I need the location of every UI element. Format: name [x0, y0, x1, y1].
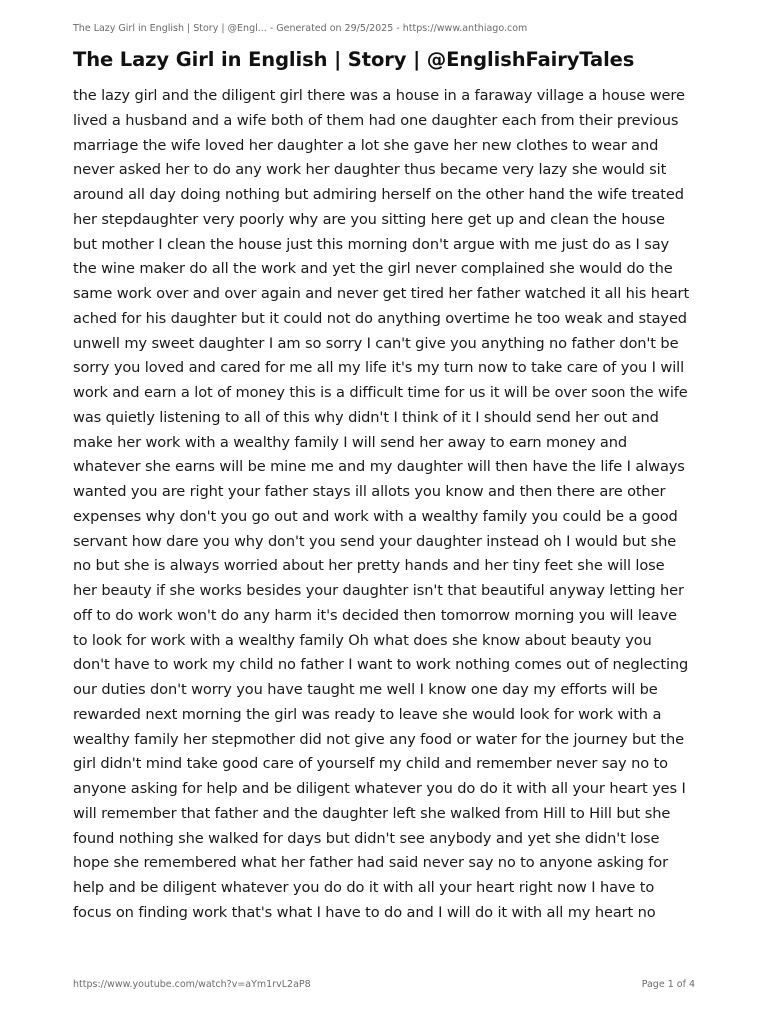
body-line: girl didn't mind take good care of yourself my child and remember never say no to [73, 755, 668, 773]
body-line: work and earn a lot of money this is a difficult time for us it will be over soon the wife [73, 384, 688, 401]
footer-url[interactable]: https://www.youtube.com/watch?v=aYm1rvL2aP8 [73, 979, 311, 990]
body-line: make her work with a wealthy family I will send her away to earn money and [73, 433, 627, 451]
body-line: lived a husband and a wife both of them had one daughter each from their previous [73, 111, 679, 129]
body-line: her stepdaughter very poorly why are you sitting here get up and clean the house [73, 210, 665, 228]
body-line: around all day doing nothing but admiring herself on the other hand the wife treated [73, 186, 684, 203]
body-line: same work over and over again and never get tired her father watched it all his heart [73, 285, 690, 302]
body-line: wealthy family her stepmother did not give any food or water for the journey but the [73, 730, 685, 748]
body-line: sorry you loved and cared for me all my life it's my turn now to take care of you I will [73, 359, 684, 377]
body-line: wanted you are right your father stays ill allots you know and then there are other [73, 483, 666, 500]
body-line: but mother I clean the house just this morning don't argue with me just do as I say [73, 235, 670, 253]
body-line: the lazy girl and the diligent girl there was a house in a faraway village a house were [73, 87, 685, 104]
body-line: was quietly listening to all of this why didn't I think of it I should send her out and [73, 408, 659, 426]
body-line: never asked her to do any work her daughter thus became very lazy she would sit [73, 161, 667, 179]
body-line: marriage the wife loved her daughter a lot she gave her new clothes to wear and [73, 136, 659, 154]
body-line: whatever she earns will be mine me and my daughter will then have the life I always [73, 458, 685, 476]
body-line: to look for work with a wealthy family Oh what does she know about beauty you [73, 631, 652, 649]
body-text [73, 84, 698, 926]
body-line: hope she remembered what her father had said never say no to anyone asking for [73, 854, 668, 872]
body-line: no but she is always worried about her pretty hands and her tiny feet she will lose [73, 557, 665, 575]
body-line: our duties don't worry you have taught me well I know one day my efforts will be [73, 681, 658, 698]
body-line: anyone asking for help and be diligent whatever you do do it with all your heart yes I [73, 780, 686, 797]
page-title: The Lazy Girl in English | Story | @EnglishFairyTales [73, 48, 635, 71]
body-line: will remember that father and the daughter left she walked from Hill to Hill but she [73, 804, 671, 822]
body-line: rewarded next morning the girl was ready to leave she would look for work with a [73, 705, 662, 723]
body-line: expenses why don't you go out and work with a wealthy family you could be a good [73, 507, 678, 525]
body-line: unwell my sweet daughter I am so sorry I can't give you anything no father don't be [73, 334, 679, 352]
body-line: focus on finding work that's what I have to do and I will do it with all my heart no [73, 903, 656, 921]
body-line: don't have to work my child no father I want to work nothing comes out of neglecting [73, 656, 689, 674]
page-number: Page 1 of 4 [641, 979, 695, 990]
body-line: help and be diligent whatever you do do it with all your heart right now I have to [73, 879, 655, 896]
body-line: servant how dare you why don't you send your daughter instead oh I would but she [73, 532, 677, 550]
body-line: ached for his daughter but it could not do anything overtime he too weak and stayed [73, 309, 687, 327]
body-line: the wine maker do all the work and yet the girl never complained she would do the [73, 260, 673, 278]
body-line: off to do work won't do any harm it's decided then tomorrow morning you will leave [73, 606, 677, 624]
body-line: her beauty if she works besides your daughter isn't that beautiful anyway letting her [73, 582, 684, 599]
page-header: The Lazy Girl in English | Story | @Engl... - Generated on 29/5/2025 - https://www.anthiago.com [73, 23, 528, 34]
body-line: found nothing she walked for days but didn't see anybody and yet she didn't lose [73, 829, 660, 847]
